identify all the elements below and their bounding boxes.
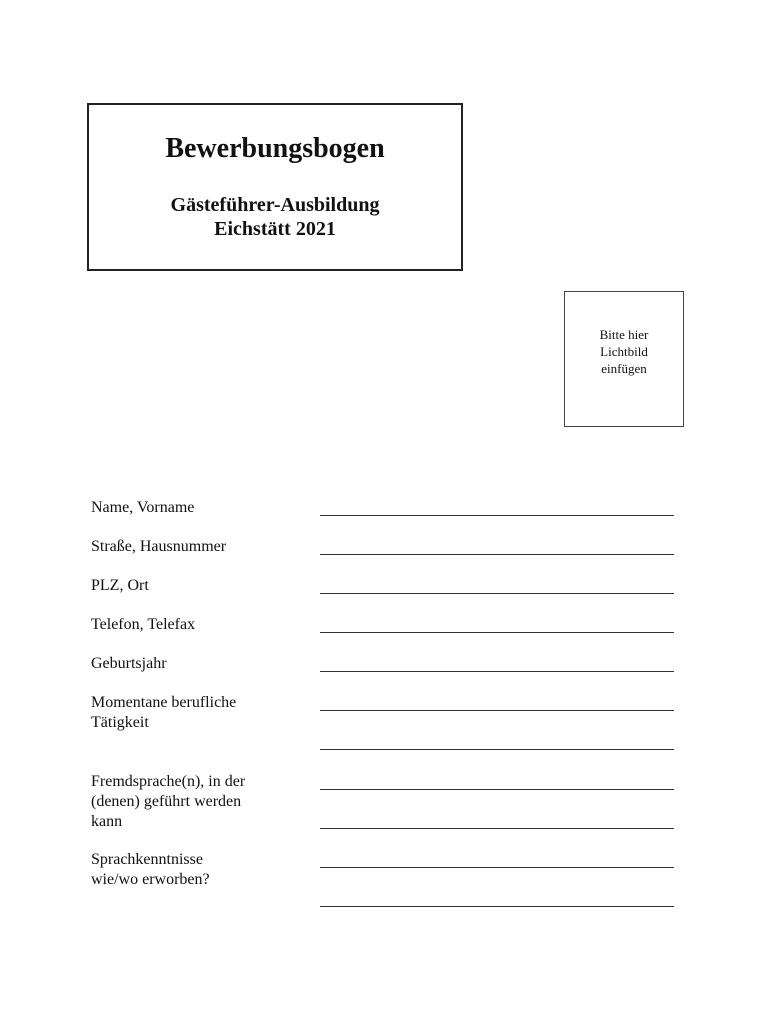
- label-city: PLZ, Ort: [91, 577, 149, 594]
- subtitle-line-2: Eichstätt 2021: [214, 218, 336, 240]
- photo-instruction-line-1: Bitte hier: [599, 327, 649, 342]
- form-subtitle: [89, 193, 461, 241]
- input-line-languages-2[interactable]: [320, 828, 674, 829]
- input-line-street[interactable]: [320, 554, 674, 555]
- label-languages: Fremdsprache(n), in der (denen) geführt werden kann: [91, 773, 246, 830]
- title-box: [87, 103, 463, 271]
- input-line-occupation-2[interactable]: [320, 749, 674, 750]
- photo-instruction-line-2: Lichtbild: [600, 344, 648, 359]
- input-line-languages-1[interactable]: [320, 789, 674, 790]
- photo-instruction-line-3: einfügen: [601, 361, 647, 376]
- label-phone: Telefon, Telefax: [91, 616, 196, 633]
- label-birth-year: Geburtsjahr: [91, 655, 167, 672]
- input-line-city[interactable]: [320, 593, 674, 594]
- input-line-language-skills-2[interactable]: [320, 906, 674, 907]
- input-line-birth-year[interactable]: [320, 671, 674, 672]
- input-line-language-skills-1[interactable]: [320, 867, 674, 868]
- label-name: Name, Vorname: [91, 499, 195, 516]
- label-street: Straße, Hausnummer: [91, 538, 227, 555]
- input-line-name[interactable]: [320, 515, 674, 516]
- label-occupation: Momentane berufliche Tätigkeit: [91, 694, 237, 731]
- photo-instruction: [565, 326, 683, 377]
- form-title: Bewerbungsbogen: [165, 133, 385, 164]
- input-line-occupation-1[interactable]: [320, 710, 674, 711]
- label-language-skills: Sprachkenntnisse wie/wo erworben?: [91, 851, 210, 888]
- subtitle-line-1: Gästeführer-Ausbildung: [170, 194, 380, 216]
- input-line-phone[interactable]: [320, 632, 674, 633]
- photo-placeholder[interactable]: [564, 291, 684, 427]
